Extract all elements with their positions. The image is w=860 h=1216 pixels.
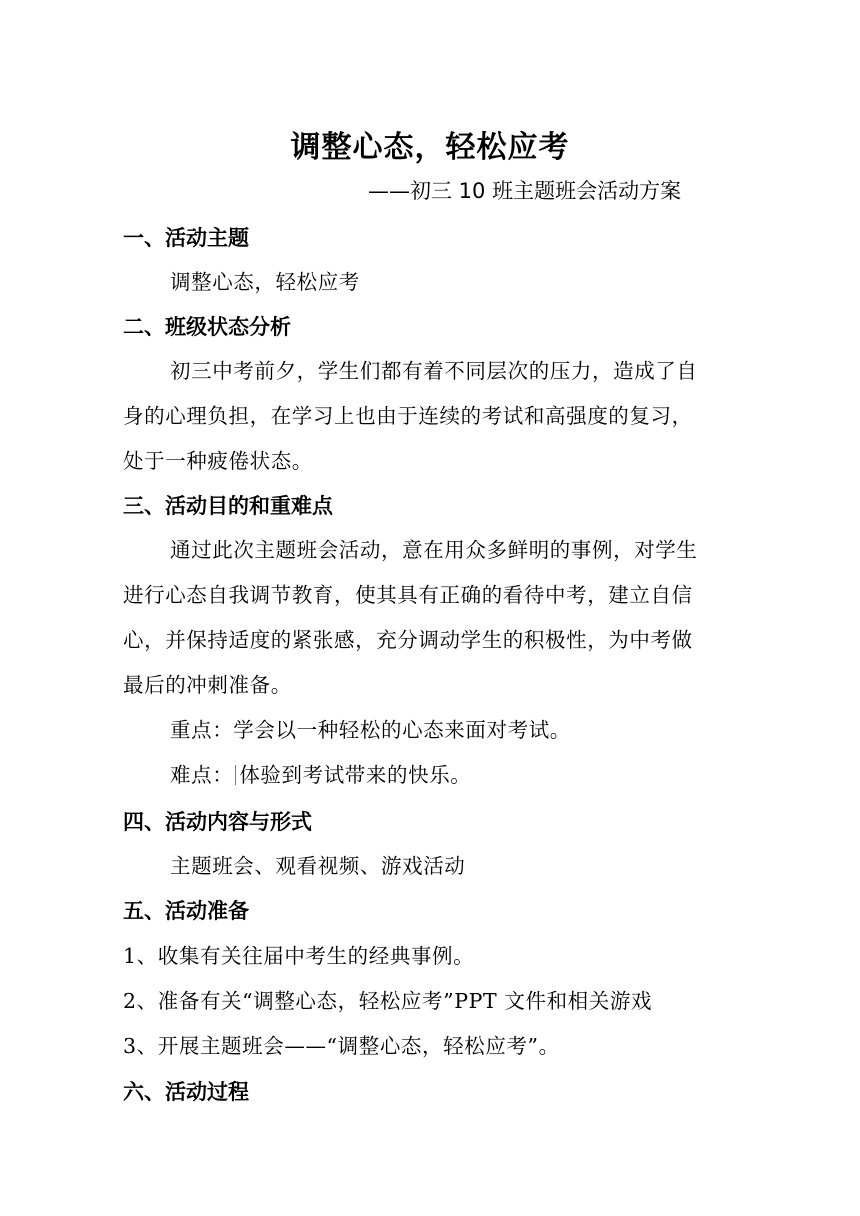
section-heading-process: 六、活动过程 <box>123 1080 249 1104</box>
paragraph-line: 最后的冲刺准备。 <box>123 673 292 697</box>
paragraph-line: 处于一种疲倦状态。 <box>123 449 313 473</box>
difficult-point-line[interactable] <box>170 759 471 791</box>
document-subtitle: ——初三 10 班主题班会活动方案 <box>368 179 682 203</box>
key-point-line: 重点：学会以一种轻松的心态来面对考试。 <box>170 718 571 742</box>
difficult-point-text: 体验到考试带来的快乐。 <box>239 763 472 787</box>
section-heading-analysis: 二、班级状态分析 <box>123 315 291 339</box>
list-item: 3、开展主题班会——“调整心态，轻松应考”。 <box>123 1034 560 1058</box>
section-heading-preparation: 五、活动准备 <box>123 899 249 923</box>
paragraph-line: 身的心理负担，在学习上也由于连续的考试和高强度的复习， <box>123 404 693 428</box>
list-item: 2、准备有关“调整心态，轻松应考”PPT 文件和相关游戏 <box>123 989 653 1013</box>
difficult-point-label: 难点： <box>170 763 234 787</box>
paragraph-line: 进行心态自我调节教育，使其具有正确的看待中考，建立自信 <box>123 583 693 607</box>
text-cursor <box>235 765 236 785</box>
document-title: 调整心态，轻松应考 <box>290 130 570 165</box>
paragraph-line: 初三中考前夕，学生们都有着不同层次的压力，造成了自 <box>170 359 698 383</box>
paragraph-line: 通过此次主题班会活动，意在用众多鲜明的事例，对学生 <box>170 538 698 562</box>
paragraph-line: 主题班会、观看视频、游戏活动 <box>170 854 466 878</box>
paragraph-line: 心，并保持适度的紧张感，充分调动学生的积极性，为中考做 <box>123 628 693 652</box>
section-heading-theme: 一、活动主题 <box>123 226 249 250</box>
paragraph-line: 调整心态，轻松应考 <box>170 270 360 294</box>
section-heading-content: 四、活动内容与形式 <box>123 810 312 834</box>
section-heading-goals: 三、活动目的和重难点 <box>123 494 333 518</box>
list-item: 1、收集有关往届中考生的经典事例。 <box>123 944 475 968</box>
